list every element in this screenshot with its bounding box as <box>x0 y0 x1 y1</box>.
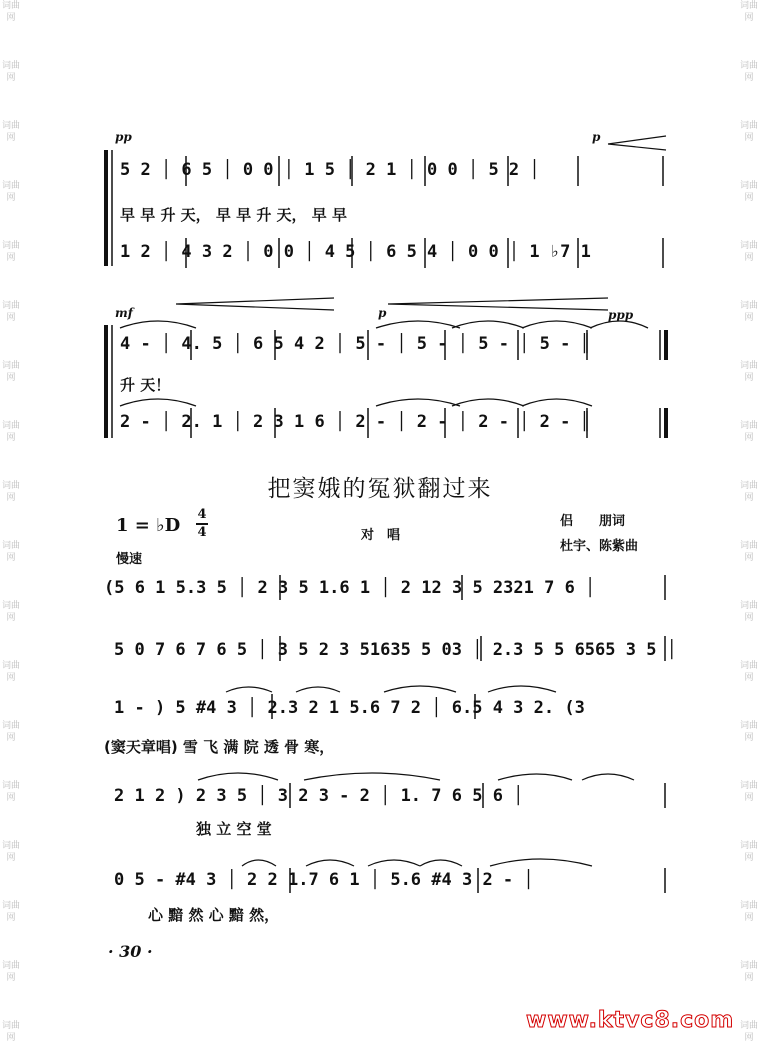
watermark-text: 词曲网 <box>2 541 21 563</box>
watermark-text: 词曲网 <box>2 841 21 863</box>
notation-line-5: 0 5 - #4 3 │ 2 2 1.7 6 1 │ 5.6 #4 3 2 - │ <box>114 870 534 890</box>
time-signature <box>196 508 208 540</box>
watermark-text: 词曲网 <box>740 121 759 143</box>
system2-lower-notes: 2 - │ 2. 1 │ 2 3 1 6 │ 2 - │ 2 - │ 2 - │ 2 - ║ <box>120 412 591 432</box>
watermark-text: 词曲网 <box>2 961 21 983</box>
watermark-text: 词曲网 <box>2 421 21 443</box>
watermark-text: 词曲网 <box>740 421 759 443</box>
notation-line-4: 2 1 2 ) 2 3 5 │ 3 2 3 - 2 │ 1. 7 6 5 6 │ <box>114 786 524 806</box>
time-sig-top: 4 <box>197 507 207 522</box>
song-form: 对 唱 <box>361 528 401 543</box>
key-signature: 1 = ♭D <box>116 515 181 536</box>
watermark-text: 词曲网 <box>740 661 759 683</box>
lyric-line-2: 独 立 空 堂 <box>196 820 272 838</box>
composer-credit: 杜宇、陈紫曲 <box>560 539 639 554</box>
watermark-text: 词曲网 <box>2 721 21 743</box>
system1-lyrics: 早 早 升 天， 早 早 升 天， 早 早 <box>120 206 348 224</box>
watermark-text: 词曲网 <box>740 781 759 803</box>
watermark-text: 词曲网 <box>740 1 759 23</box>
site-watermark[interactable]: www.ktvc8.com <box>526 1008 735 1033</box>
time-sig-bottom: 4 <box>197 525 207 540</box>
page-number: · 30 · <box>108 942 153 961</box>
watermark-text: 词曲网 <box>2 1021 21 1043</box>
watermark-text: 词曲网 <box>740 601 759 623</box>
watermark-text: 词曲网 <box>2 361 21 383</box>
dynamic-ppp: ppp <box>608 308 634 322</box>
lyric-line-1: (窦天章唱) 雪 飞 满 院 透 骨 寒， <box>104 738 335 756</box>
watermark-text: 词曲网 <box>2 481 21 503</box>
watermark-text: 词曲网 <box>740 841 759 863</box>
song-title: 把窦娥的冤狱翻过来 <box>267 476 493 502</box>
watermark-text: 词曲网 <box>2 1 21 23</box>
watermark-text: 词曲网 <box>740 241 759 263</box>
watermark-text: 词曲网 <box>740 721 759 743</box>
watermark-text: 词曲网 <box>2 121 21 143</box>
watermark-text: 词曲网 <box>2 181 21 203</box>
watermark-text: 词曲网 <box>740 1021 759 1043</box>
watermark-text: 词曲网 <box>740 961 759 983</box>
watermark-text: 词曲网 <box>2 661 21 683</box>
dynamic-p-2: p <box>378 306 387 320</box>
system1-upper-notes: 5 2 │ 6 5 │ 0 0 │ 1 5 │ 2 1 │ 0 0 │ 5 2 │ <box>120 160 540 180</box>
watermark-text: 词曲网 <box>740 301 759 323</box>
watermark-text: 词曲网 <box>2 241 21 263</box>
notation-line-1: (5 6 1 5.3 5 │ 2 3 5 1.6 1 │ 2 12 3 5 2321 7 6 │ <box>104 578 596 598</box>
notation-line-2: 5 0 7 6 7 6 5 │ 3 5 2 3 51635 5 03 │ 2.3 5 5 6565 3 5 │ <box>114 640 677 660</box>
watermark-text: 词曲网 <box>2 901 21 923</box>
watermark-text: 词曲网 <box>2 61 21 83</box>
lyric-line-3: 心 黯 然 心 黯 然， <box>148 906 280 924</box>
watermark-text: 词曲网 <box>2 301 21 323</box>
notation-line-3: 1 - ) 5 #4 3 │ 2.3 2 1 5.6 7 2 │ 6.5 4 3 2. (3 <box>114 698 585 718</box>
watermark-text: 词曲网 <box>740 541 759 563</box>
lyricist-credit: 侣 朋词 <box>560 514 626 529</box>
dynamic-p: p <box>592 130 601 144</box>
watermark-text: 词曲网 <box>2 601 21 623</box>
watermark-text: 词曲网 <box>740 61 759 83</box>
watermark-text: 词曲网 <box>2 781 21 803</box>
watermark-text: 词曲网 <box>740 481 759 503</box>
watermark-text: 词曲网 <box>740 181 759 203</box>
dynamic-mf: mf <box>115 306 133 320</box>
tempo-marking: 慢速 <box>116 552 143 567</box>
system1-lower-notes: 1 2 │ 4 3 2 │ 0 0 │ 4 5 │ 6 5 4 │ 0 0 │ 1 ♭7 1 <box>120 242 591 262</box>
watermark-text: 词曲网 <box>740 901 759 923</box>
system2-upper-notes: 4 - │ 4. 5 │ 6 5 4 2 │ 5 - │ 5 - │ 5 - │ 5 - ║ <box>120 334 591 354</box>
watermark-text: 词曲网 <box>740 361 759 383</box>
dynamic-pp: pp <box>115 130 132 144</box>
system2-lyrics: 升 天！ <box>120 376 171 394</box>
